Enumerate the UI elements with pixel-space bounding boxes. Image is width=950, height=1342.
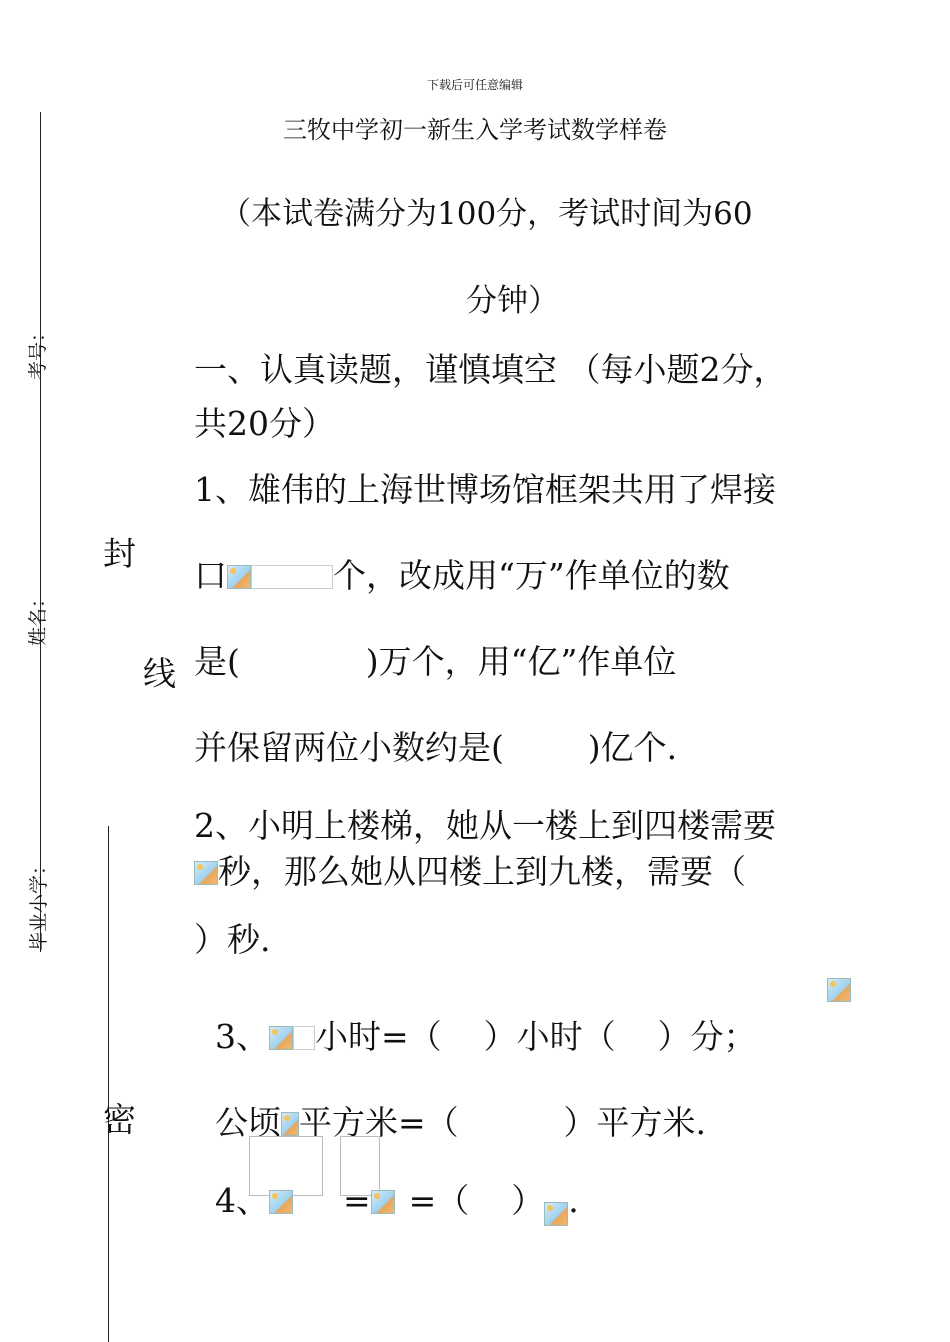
q3-line1-text: 小时=（ ）小时（ ）分；: [314, 1017, 757, 1056]
q3-line2: [194, 1058, 706, 1144]
image-placeholder-icon: [194, 861, 218, 885]
binding-line-inner: [108, 826, 109, 1342]
exam-title: 三牧中学初一新生入学考试数学样卷: [283, 116, 667, 144]
q1-line1: 1、雄伟的上海世博场馆框架共用了焊接: [194, 470, 776, 509]
image-placeholder-icon: [827, 978, 851, 1002]
q4-equals: =: [342, 1181, 371, 1220]
name-label: 姓名：: [27, 588, 50, 647]
image-placeholder-icon: [544, 1202, 568, 1226]
q2-line3: ）秒.: [194, 920, 271, 959]
q4-prefix: 4、: [214, 1181, 269, 1220]
q3-line1: [194, 972, 757, 1058]
q1-line2: [194, 550, 730, 597]
exam-number-label: 考号：: [27, 322, 50, 381]
q4-answer-blank: =（ ）: [408, 1181, 545, 1220]
q3-line1-prefix: 3、: [214, 1017, 269, 1056]
q3-line2-prefix: 公顷: [214, 1103, 281, 1142]
image-placeholder-icon: [227, 565, 251, 589]
section1-heading-line2: 共20分）: [194, 404, 335, 443]
primary-school-label: 毕业小学：: [28, 855, 51, 952]
q2-line2: [194, 846, 746, 893]
q2-line2-text: 秒，那么她从四楼上到九楼，需要（: [218, 852, 746, 891]
q1-line2-suffix: 个，改成用“万”作单位的数: [333, 556, 730, 595]
image-placeholder-icon: [371, 1190, 395, 1214]
q4-line: [194, 1136, 579, 1226]
exam-subtitle-line1: （本试卷满分为100分，考试时间为60: [220, 196, 753, 232]
seal-char-xian: 线: [143, 654, 176, 693]
q3-line2-text: 平方米=（ ）平方米.: [298, 1103, 707, 1142]
binding-line-left: [40, 112, 41, 952]
seal-char-feng: 封: [103, 534, 136, 573]
image-placeholder-icon: [281, 1112, 299, 1136]
exam-subtitle-line2: 分钟）: [466, 283, 559, 319]
q1-line3: 是( )万个，用“亿”作单位: [194, 642, 677, 681]
q1-line2-prefix: 口: [194, 556, 227, 595]
image-placeholder-icon: [269, 1190, 293, 1214]
seal-char-mi: 密: [103, 1100, 136, 1139]
q4-period: .: [568, 1181, 579, 1220]
image-placeholder-icon: [269, 1026, 293, 1050]
q1-line4: 并保留两位小数约是( )亿个.: [194, 728, 678, 767]
q2-line1: 2、小明上楼梯，她从一楼上到四楼需要: [194, 806, 776, 845]
section1-heading-line1: 一、认真读题，谨慎填空 （每小题2分，: [194, 350, 787, 389]
image-blank-box: [251, 565, 333, 589]
header-note: 下载后可任意编辑: [426, 78, 523, 92]
image-blank-box: [293, 1026, 315, 1050]
